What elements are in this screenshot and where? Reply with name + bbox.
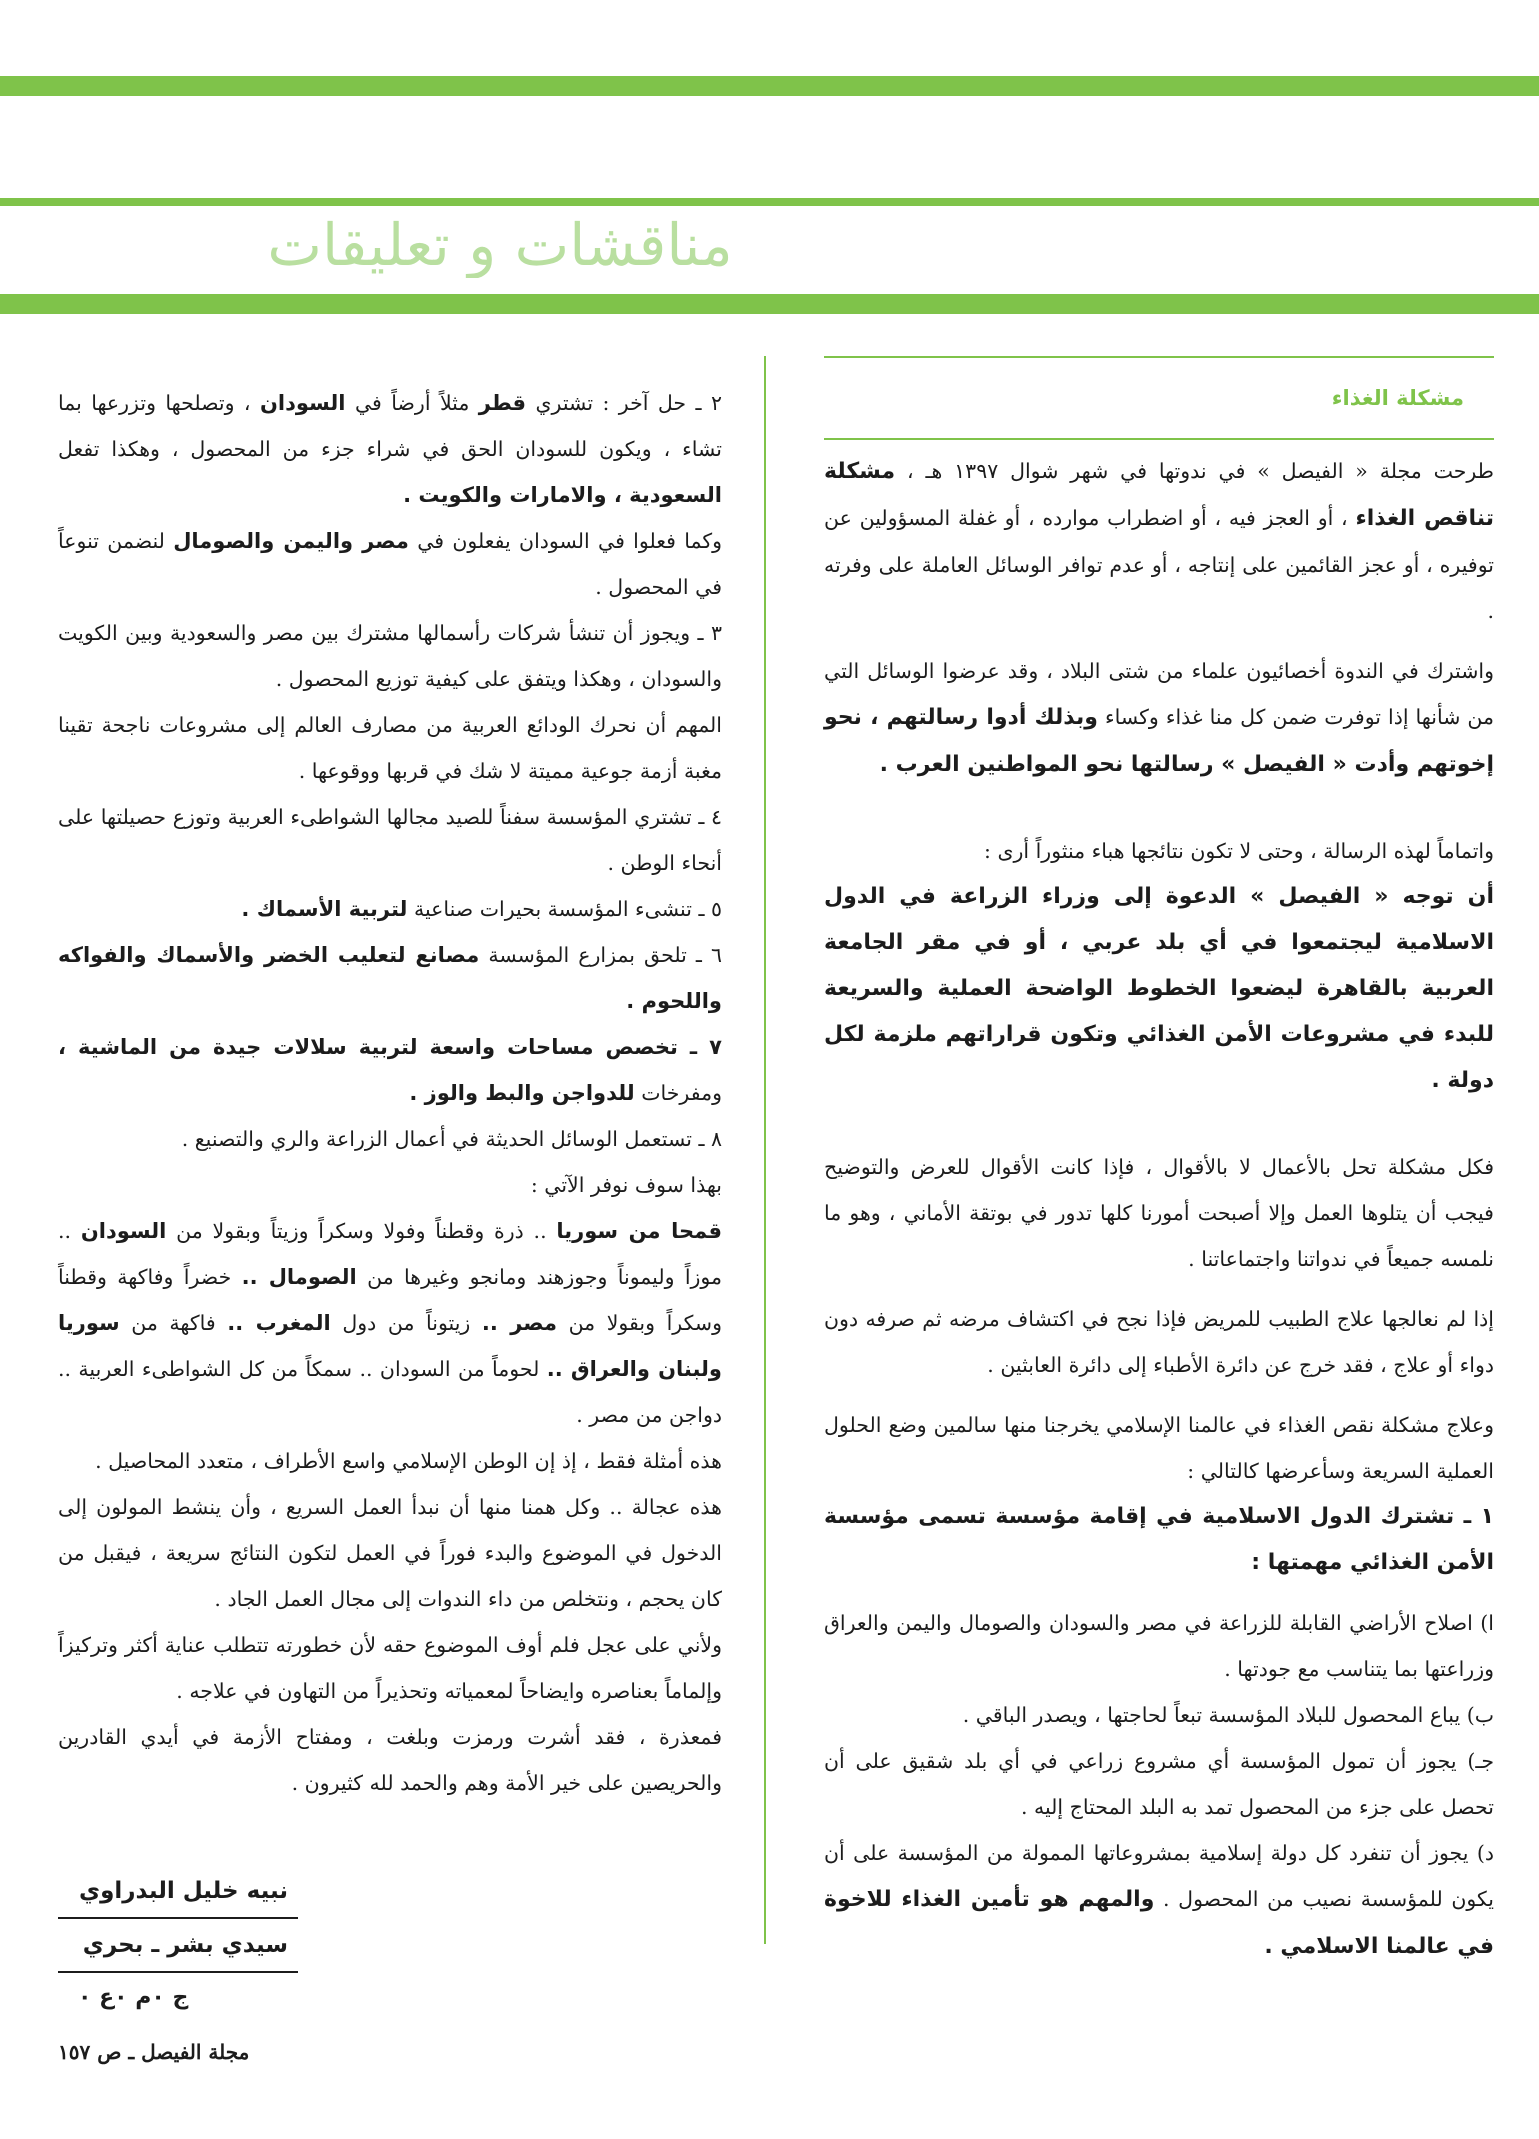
bold-span: مصر .. (481, 1311, 557, 1335)
point-4: ٤ ـ تشتري المؤسسة سفناً للصيد مجالها الشواطىء العربية وتوزع حصيلتها على أنحاء الوطن . (58, 805, 723, 875)
text-span: .. ذرة وقطناً وفولا وسكراً وزيتاً وبقولا من (176, 1219, 547, 1243)
text-span: مثلاً أرضاً في (354, 391, 470, 415)
paragraph-apology: ولأني على عجل فلم أوف الموضوع حقه لأن خطورته تتطلب عناية أكثر وتركيزاً وإلماماً بعناصره وايضاحاً لمعمياته وتحذيراً من التهاون في علاجه . (58, 1633, 722, 1703)
author-signature (58, 1865, 298, 2023)
bold-span: السودان (80, 1219, 167, 1243)
bold-span: سوريا ولبنان والعراق .. (58, 1311, 722, 1381)
paragraph-4: فكل مشكلة تحل بالأعمال لا بالأقوال ، فإذا كانت الأقوال للعرض والتوضيح فيجب أن يتلوها العمل وإلا أصبحت أمورنا كلها تدور في بوتقة الأماني ، وهو ما نلمسه جميعاً في ندواتنا واجتماعاتنا . (824, 1155, 1494, 1271)
paragraph-important: المهم أن نحرك الودائع العربية من مصارف العالم إلى مشروعات ناجحة تقينا مغبة أزمة جوعية مميتة لا شك في قربها ووقوعها . (58, 713, 722, 783)
point-2 (58, 380, 722, 518)
paragraph-3: واتماماً لهذه الرسالة ، وحتى لا تكون نتائجها هباء منثوراً أرى : (984, 839, 1494, 863)
page-footer: مجلة الفيصل ـ ص ١٥٧ (58, 2040, 250, 2064)
bold-span: وبذلك أدوا رسالتهم ، نحو إخوتهم وأدت « الفيصل » رسالتها نحو المواطنين العرب . (824, 705, 1494, 777)
column-divider (764, 356, 766, 1944)
text-span: طرحت مجلة « الفيصل » في ندوتها في شهر شوال ١٣٩٧ هـ ، (907, 459, 1494, 483)
bold-span: قمحا من سوريا (556, 1219, 722, 1243)
paragraph-7-bold: ١ ـ تشترك الدول الاسلامية في إقامة مؤسسة تسمى مؤسسة الأمن الغذائي مهمتها : (824, 1504, 1494, 1575)
point-7 (58, 1024, 722, 1116)
text-span: ، أو العجز فيه ، أو اضطراب موارده ، أو غفلة المسؤولين عن توفيره ، أو عجز القائمين على إنتاجه ، أو عدم توافر الوسائل العاملة على وفرته . (824, 506, 1494, 623)
text-span: ٢ ـ حل آخر : تشتري (535, 391, 722, 415)
country-code: ج ٠م ٠ع ٠ (78, 1985, 189, 2010)
paragraph-3-bold: أن توجه « الفيصل » الدعوة إلى وزراء الزراعة في الدول الاسلامية ليجتمعوا في أي بلد عربي ، أو في مقر الجامعة العربية بالقاهرة ليضعوا الخطوط الواضحة العملية والسريعة للبدء في مشروعات الأمن الغذائي وتكون قراراتهم ملزمة لكل دولة . (824, 884, 1494, 1093)
text-span: د) يجوز أن تنفرد كل دولة إسلامية بمشروعاتها الممولة من المؤسسة على أن يكون للمؤسسة نصيب من المحصول . (824, 1841, 1494, 1911)
text-span: .. موزاً وليموناً وجوزهند ومانجو وغيرها من (58, 1219, 722, 1289)
text-span: ٦ ـ تلحق بمزارع المؤسسة (488, 943, 722, 967)
point-8: ٨ ـ تستعمل الوسائل الحديثة في أعمال الزراعة والري والتصنيع . (181, 1127, 722, 1151)
point-5 (58, 886, 722, 932)
author-name: نبيه خليل البدراوي (58, 1865, 298, 1919)
bold-span: قطر (478, 391, 527, 415)
right-column (824, 356, 1494, 1970)
author-location: سيدي بشر ـ بحري (58, 1919, 298, 1973)
bold-span: مصر واليمن والصومال (173, 529, 409, 553)
bold-span: المغرب .. (227, 1311, 331, 1335)
top-green-bar (0, 76, 1539, 96)
text-span: زيتوناً من دول (342, 1311, 471, 1335)
list-item-c: جـ) يجوز أن تمول المؤسسة أي مشروع زراعي في أي بلد شقيق على أن تحصل على جزء من المحصول تمد به البلد المحتاج إليه . (824, 1749, 1494, 1819)
paragraph-closing: فمعذرة ، فقد أشرت ورمزت وبلغت ، ومفتاح الأزمة في أيدي القادرين والحريصين على خير الأمة وهم والحمد لله كثيرون . (58, 1725, 722, 1795)
bold-span: لتربية الأسماك . (241, 897, 408, 921)
bold-span: السعودية ، والامارات والكويت . (403, 483, 722, 507)
point-6 (58, 932, 722, 1024)
text-span: خضراً وفاكهة وقطناً وسكراً وبقولا من (58, 1265, 722, 1335)
bold-span: للدواجن والبط والوز . (409, 1081, 635, 1105)
bold-span: ٧ ـ تخصص مساحات واسعة لتربية سلالات جيدة من الماشية ، (58, 1035, 722, 1059)
bold-span: والمهم هو تأمين الغذاء للاخوة في عالمنا الاسلامي . (824, 1887, 1494, 1959)
article-box-title: مشكلة الغذاء (824, 356, 1494, 440)
text-span: ٥ ـ تنشىء المؤسسة بحيرات صناعية (413, 897, 722, 921)
paragraph-6: وعلاج مشكلة نقص الغذاء في عالمنا الإسلامي يخرجنا منها سالمين وضع الحلول العملية السريعة وسأعرضها كالتالي : (824, 1413, 1494, 1483)
point-2-cont (58, 518, 722, 610)
middle-green-rule (0, 198, 1539, 206)
paragraph-examples: هذه أمثلة فقط ، إذ إن الوطن الإسلامي واسع الأطراف ، متعدد المحاصيل . (95, 1449, 722, 1473)
left-column (58, 380, 722, 1806)
list-item-d (824, 1830, 1494, 1970)
text-span: واشترك في الندوة أخصائيون علماء من شتى البلاد ، وقد عرضوا الوسائل التي من شأنها إذا توفرت ضمن كل منا غذاء وكساء (824, 659, 1494, 729)
paragraph-intro (824, 448, 1494, 634)
bold-span: مصانع لتعليب الخضر والأسماك والفواكه واللحوم . (58, 943, 722, 1013)
section-title: مناقشات و تعليقات (267, 212, 733, 278)
list-item-a: ا) اصلاح الأراضي القابلة للزراعة في مصر والسودان والصومال واليمن والعراق وزراعتها بما يتناسب مع جودتها . (824, 1611, 1494, 1681)
text-span: ومفرخات (641, 1081, 722, 1105)
paragraph-intro-list: بهذا سوف نوفر الآتي : (530, 1173, 722, 1197)
list-item-b: ب) يباع المحصول للبلاد المؤسسة تبعاً لحاجتها ، ويصدر الباقي . (962, 1703, 1494, 1727)
paragraph-products (58, 1208, 722, 1438)
bold-span: الصومال .. (241, 1265, 357, 1289)
text-span: فاكهة من (131, 1311, 216, 1335)
paragraph-2 (824, 648, 1494, 788)
text-span: وكما فعلوا في السودان يفعلون في (417, 529, 722, 553)
point-3: ٣ ـ ويجوز أن تنشأ شركات رأسمالها مشترك بين مصر والسعودية وبين الكويت والسودان ، وهكذا ويتفق على كيفية توزيع المحصول . (58, 621, 722, 691)
text-span: لحوماً من السودان .. سمكاً من كل الشواطىء العربية .. دواجن من مصر . (58, 1357, 722, 1427)
text-span: ، وتصلحها وتزرعها بما تشاء ، ويكون للسودان الحق في شراء جزء من المحصول ، وهكذا تفعل (58, 391, 722, 461)
paragraph-5: إذا لم نعالجها علاج الطبيب للمريض فإذا نجح في اكتشاف مرضه ثم صرفه دون دواء أو علاج ، فقد خرج عن دائرة الأطباء إلى دائرة العابثين . (824, 1307, 1494, 1377)
paragraph-haste: هذه عجالة .. وكل همنا منها أن نبدأ العمل السريع ، وأن ينشط المولون إلى الدخول في الموضوع والبدء فوراً في العمل لتكون النتائج سريعة ، فيقبل من كان يحجم ، ونتخلص من داء الندوات إلى مجال العمل الجاد . (58, 1495, 722, 1611)
bottom-green-bar (0, 294, 1539, 314)
text-span: لنضمن تنوعاً في المحصول . (58, 529, 722, 599)
bold-span: السودان (259, 391, 346, 415)
bold-span: مشكلة تناقص الغذاء (824, 459, 1494, 531)
